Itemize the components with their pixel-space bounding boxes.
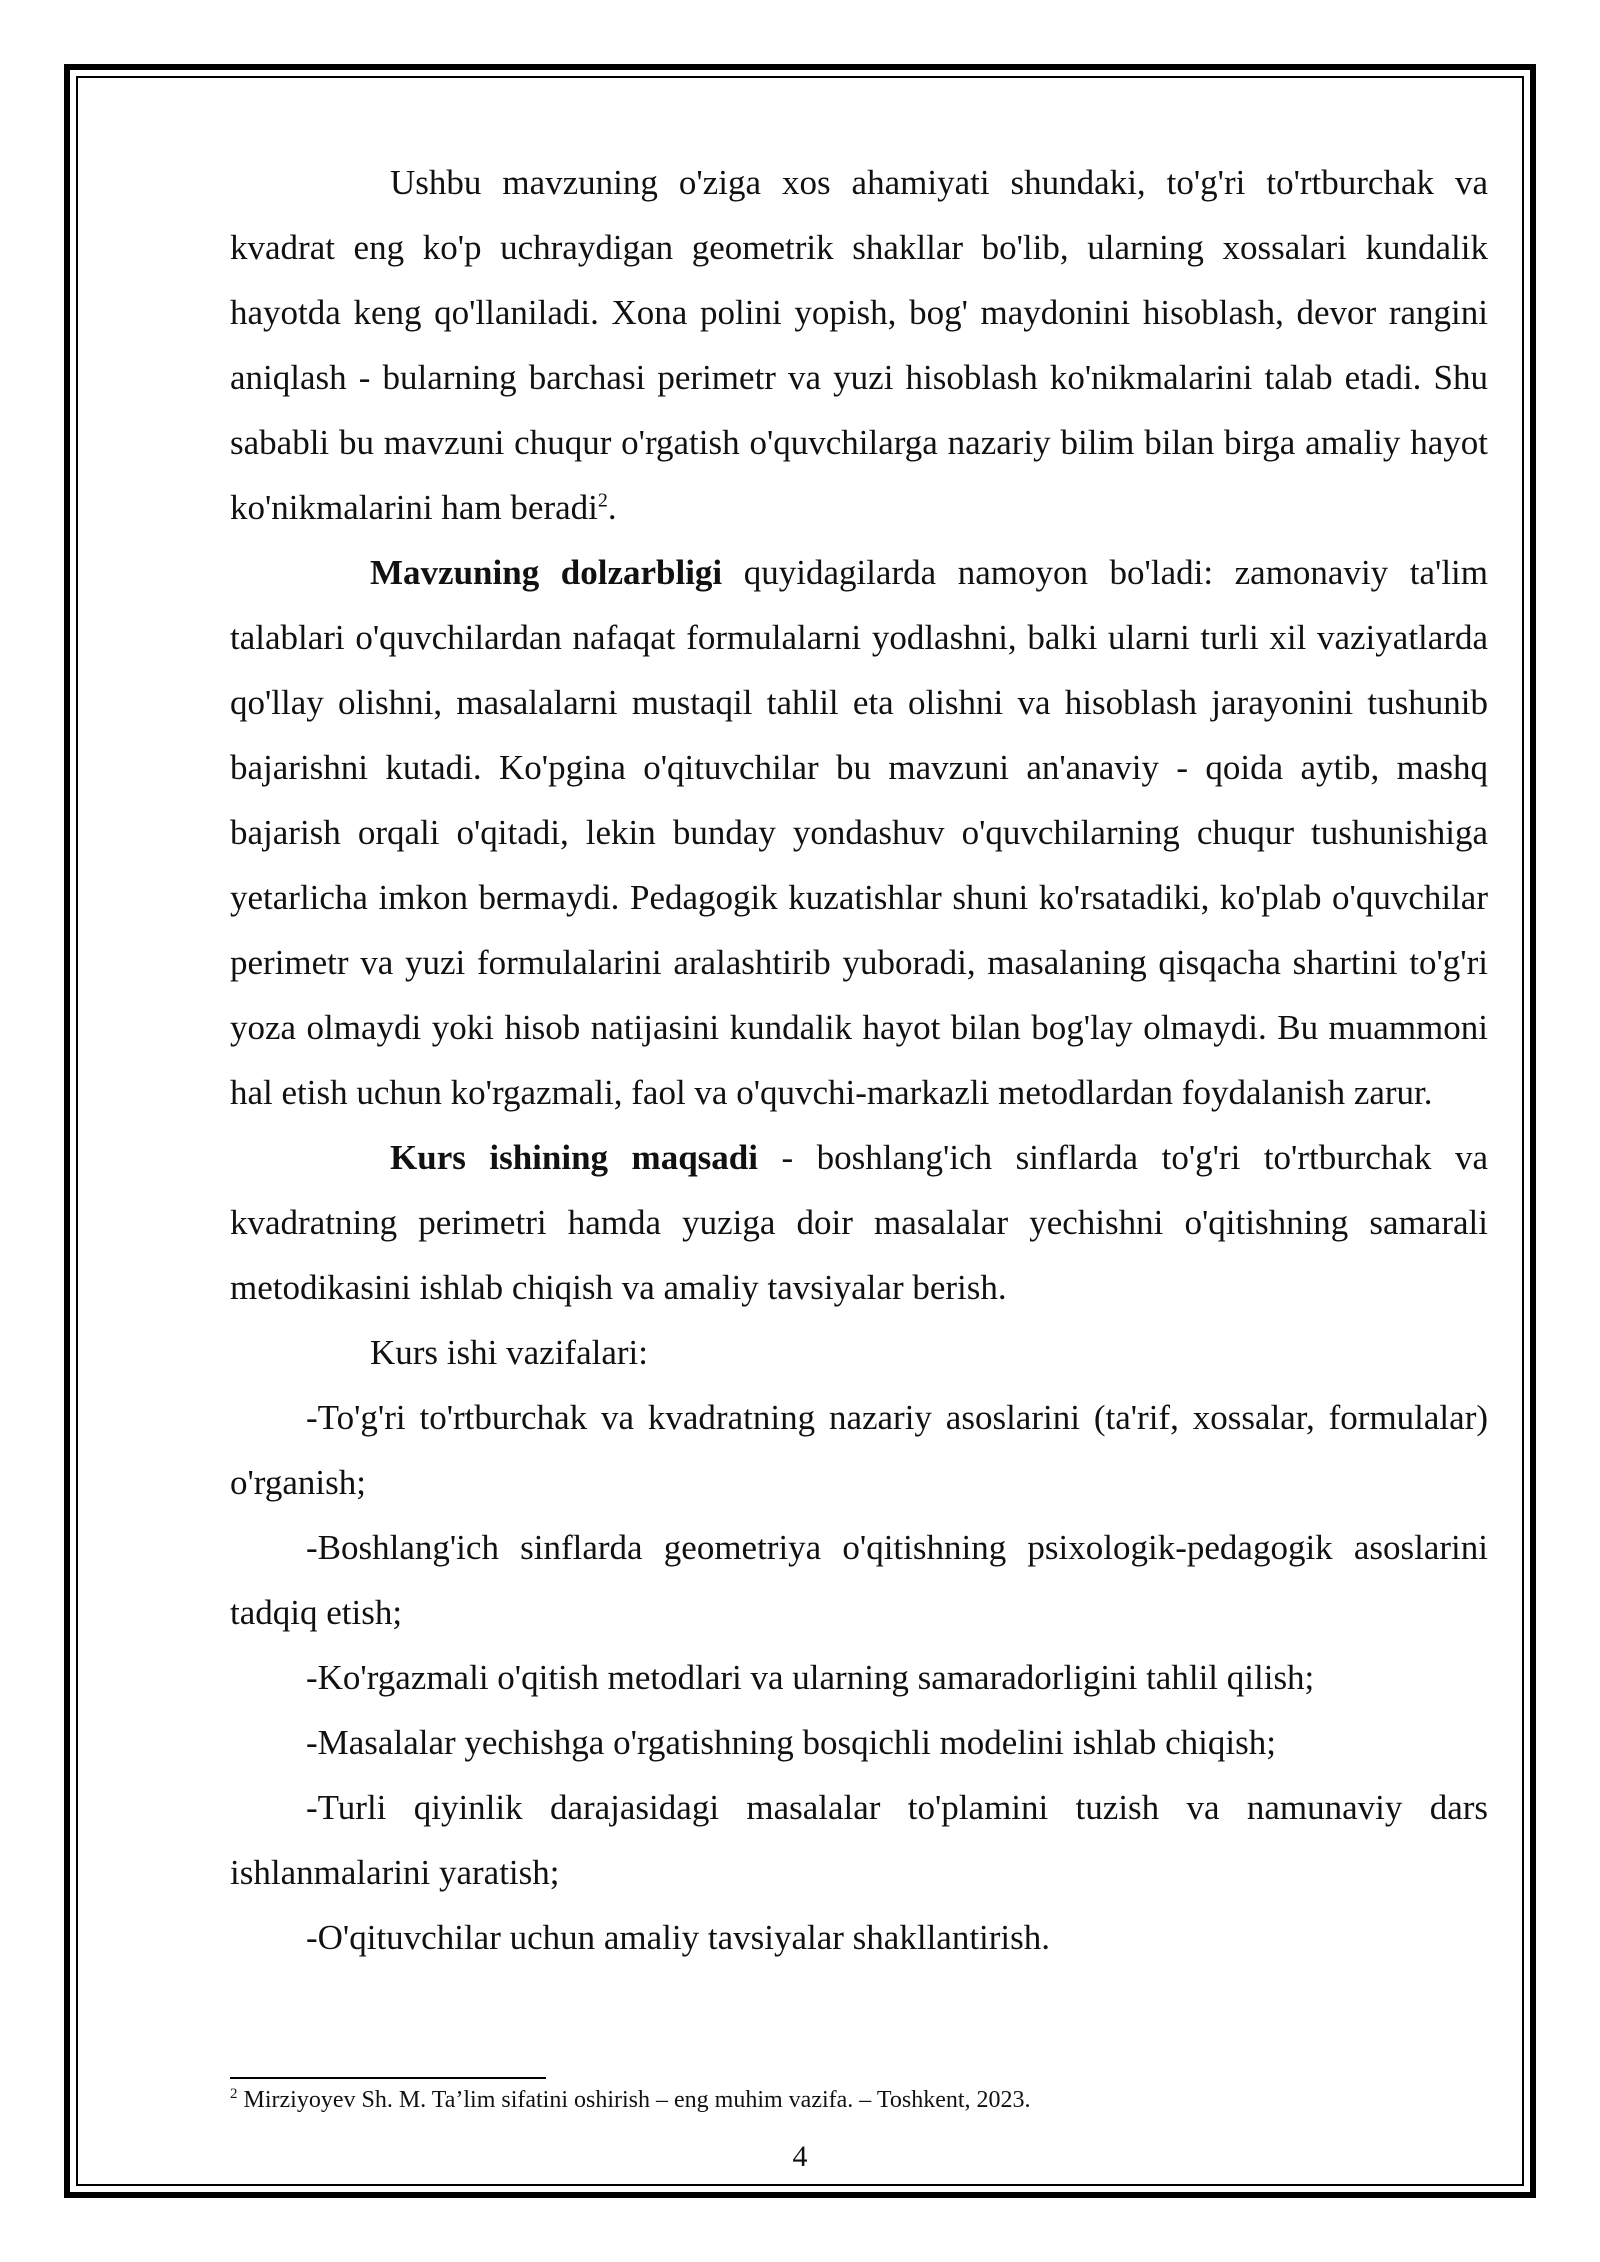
paragraph-relevance [230,540,1488,1125]
task-item: -To'g'ri to'rtburchak va kvadratning nazariy asoslarini (ta'rif, xossalar, formulalar) o'rganish; [230,1398,1488,1502]
footnote-reference: 2 [597,489,608,512]
footnote-text: Mirziyoyev Sh. M. Ta’lim sifatini oshirish – eng muhim vazifa. – Toshkent, 2023. [237,2087,1031,2113]
paragraph-goal [230,1125,1488,1320]
paragraph-importance-end: . [607,488,617,527]
relevance-text: quyidagilarda namoyon bo'ladi: zamonaviy ta'lim talablari o'quvchilardan nafaqat formulalarni yodlashni, balki ularni turli xil vaziyatlarda qo'llay olishni, masalalarni mustaqil tahlil eta olishni va hisoblash jarayonini tushunib bajarishni kutadi. Ko'pgina o'qituvchilar bu mavzuni an'anaviy - qoida aytib, mashq bajarish orqali o'qitadi, lekin bunday yondashuv o'quvchilarning chuqur tushunishiga yetarlicha imkon bermaydi. Pedagogik kuzatishlar shuni ko'rsatadiki, ko'plab o'quvchilar perimetr va yuzi formulalarini aralashtirib yuboradi, masalaning qisqacha shartini to'g'ri yoza olmaydi yoki hisob natijasini kundalik hayot bilan bog'lay olmaydi. Bu muammoni hal etish uchun ko'rgazmali, faol va o'quvchi-markazli metodlardan foydalanish zarur. [230,553,1488,1112]
footnote [230,2085,1031,2115]
page-number: 4 [792,2140,808,2173]
paragraph-importance [230,150,1488,540]
footnote-separator [230,2077,546,2079]
goal-text: - boshlang'ich sinflarda to'g'ri to'rtburchak va kvadratning perimetri hamda yuziga doir masalalar yechishni o'qitishning samarali metodikasini ishlab chiqish va amaliy tavsiyalar berish. [230,1138,1489,1307]
paragraph-importance-text: Ushbu mavzuning o'ziga xos ahamiyati shundaki, to'g'ri to'rtburchak va kvadrat eng ko'p uchraydigan geometrik shakllar bo'lib, ularning xossalari kundalik hayotda keng qo'llaniladi. Xona polini yopish, bog' maydonini hisoblash, devor rangini aniqlash - bularning barchasi perimetr va yuzi hisoblash ko'nikmalarini talab etadi. Shu sababli bu mavzuni chuqur o'rgatish o'quvchilarga nazariy bilim bilan birga amaliy hayot ko'nikmalarini ham beradi [230,163,1488,527]
task-item: -Ko'rgazmali o'qitish metodlari va ularning samaradorligini tahlil qilish; [306,1658,1315,1697]
goal-heading: Kurs ishining maqsadi [390,1138,758,1177]
tasks-heading: Kurs ishi vazifalari: [370,1333,648,1372]
document-body [230,150,1488,1970]
relevance-heading: Mavzuning dolzarbligi [370,553,723,592]
task-item: -Masalalar yechishga o'rgatishning bosqichli modelini ishlab chiqish; [306,1723,1276,1762]
task-item: -Boshlang'ich sinflarda geometriya o'qitishning psixologik-pedagogik asoslarini tadqiq etish; [230,1528,1488,1632]
task-item: -O'qituvchilar uchun amaliy tavsiyalar shakllantirish. [306,1918,1051,1957]
task-item: -Turli qiyinlik darajasidagi masalalar to'plamini tuzish va namunaviy dars ishlanmalarini yaratish; [230,1788,1488,1892]
footnote-number: 2 [230,2086,238,2102]
